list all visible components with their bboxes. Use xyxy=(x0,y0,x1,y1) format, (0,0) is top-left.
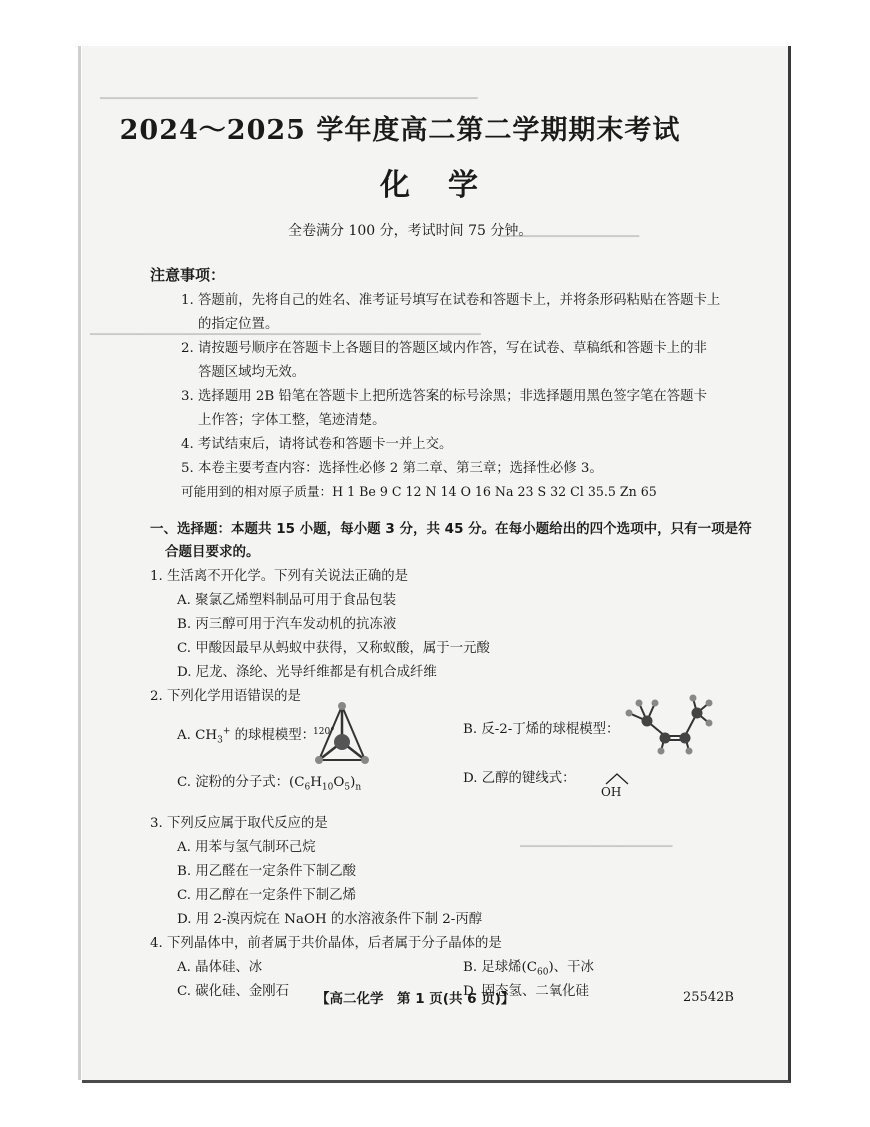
note-line: 2. 请按题号顺序在答题卡上各题目的答题区域内作答，写在试卷、草稿纸和答题卡上的非 xyxy=(181,341,707,356)
question-2-stem: 2. 下列化学用语错误的是 xyxy=(150,689,301,704)
section-heading-cont: 合题目要求的。 xyxy=(165,544,260,560)
exam-title: 2024～2025 学年度高二第二学期期末考试 xyxy=(119,115,681,146)
note-line: 5. 本卷主要考查内容：选择性必修 2 第二章、第三章；选择性必修 3。 xyxy=(181,461,603,476)
q3-option-d: D. 用 2-溴丙烷在 NaOH 的水溶液条件下制 2-丙醇 xyxy=(177,912,483,927)
bond-angle-label: 120° xyxy=(313,727,335,737)
section-heading: 一、选择题：本题共 15 小题，每小题 3 分，共 45 分。在每小题给出的四个选项中，只有一项是符 xyxy=(150,521,752,537)
q4-option-d: D. 固态氢、二氧化硅 xyxy=(463,984,589,999)
note-line: 上作答；字体工整，笔迹清楚。 xyxy=(198,413,386,428)
note-line: 1. 答题前，先将自己的姓名、准考证号填写在试卷和答题卡上，并将条形码粘贴在答题卡上 xyxy=(181,293,721,308)
hydroxyl-label: OH xyxy=(601,785,622,799)
bleed-through-text: ━━━━━━━━━━━━━━━━━━━━━━━━━━━━━━━━━━━━━━━━━━━━━━━━━━━━━━━━━━━ xyxy=(90,328,481,341)
q1-option-c: C. 甲酸因最早从蚂蚁中获得，又称蚁酸，属于一元酸 xyxy=(177,641,490,656)
q2-option-b: B. 反-2-丁烯的球棍模型： xyxy=(463,722,620,737)
q1-option-d: D. 尼龙、涤纶、光导纤维都是有机合成纤维 xyxy=(177,665,437,680)
q2-option-d: D. 乙醇的键线式： xyxy=(463,771,576,786)
q3-option-a: A. 用苯与氢气制环己烷 xyxy=(177,840,316,855)
bleed-through-text: ━━━━━━━━━━━━━━━━━━━━━━━ xyxy=(520,840,673,853)
q1-option-a: A. 聚氯乙烯塑料制品可用于食品包装 xyxy=(177,593,397,608)
note-line: 3. 选择题用 2B 铅笔在答题卡上把所选答案的标号涂黑；非选择题用黑色签字笔在答题卡 xyxy=(181,389,707,404)
note-line: 答题区域均无效。 xyxy=(198,365,306,380)
q3-option-c: C. 用乙醇在一定条件下制乙烯 xyxy=(177,888,356,903)
note-line: 4. 考试结束后，请将试卷和答题卡一并上交。 xyxy=(181,437,453,452)
question-3-stem: 3. 下列反应属于取代反应的是 xyxy=(150,816,328,831)
q4-option-a: A. 晶体硅、冰 xyxy=(177,960,263,975)
q3-option-b: B. 用乙醛在一定条件下制乙酸 xyxy=(177,864,357,879)
trans-2-butene-ball-stick-model xyxy=(617,693,717,755)
q2-option-a: A. $CH_3^+$ 的球棍模型： xyxy=(177,726,315,746)
question-1-stem: 1. 生活离不开化学。下列有关说法正确的是 xyxy=(150,569,409,584)
atomic-masses-line: 可能用到的相对原子质量：H 1 Be 9 C 12 N 14 O 16 Na 23 S 32 Cl 35.5 Zn 65 xyxy=(181,484,657,499)
bleed-through-text: ━━━━━━━━━━━━━━━━━━━━━ xyxy=(500,230,640,243)
score-time-line: 全卷满分 100 分，考试时间 75 分钟。 xyxy=(288,223,533,239)
question-4-stem: 4. 下列晶体中，前者属于共价晶体，后者属于分子晶体的是 xyxy=(150,936,502,951)
page-footer: 【高二化学 第 1 页(共 6 页)】 xyxy=(316,991,515,1007)
paper-code: 25542B xyxy=(683,990,734,1005)
subject-title: 化学 xyxy=(380,168,516,203)
notes-heading: 注意事项： xyxy=(150,266,226,284)
q4-option-c: C. 碳化硅、金刚石 xyxy=(177,984,290,999)
q2-option-c: C. 淀粉的分子式：$(C_6H_{10}O_5)_n$ xyxy=(177,775,362,793)
q1-option-b: B. 丙三醇可用于汽车发动机的抗冻液 xyxy=(177,617,397,632)
bleed-through-text: ━━━━━━━━━━━━━━━━━━━━━━━━━━━━━━━━━━━━━━━━━━━━━━━━━━━━━━━━━ xyxy=(100,92,478,105)
q4-option-b: B. 足球烯$(C_{60})$、干冰 xyxy=(463,960,594,978)
note-line: 的指定位置。 xyxy=(198,317,279,332)
